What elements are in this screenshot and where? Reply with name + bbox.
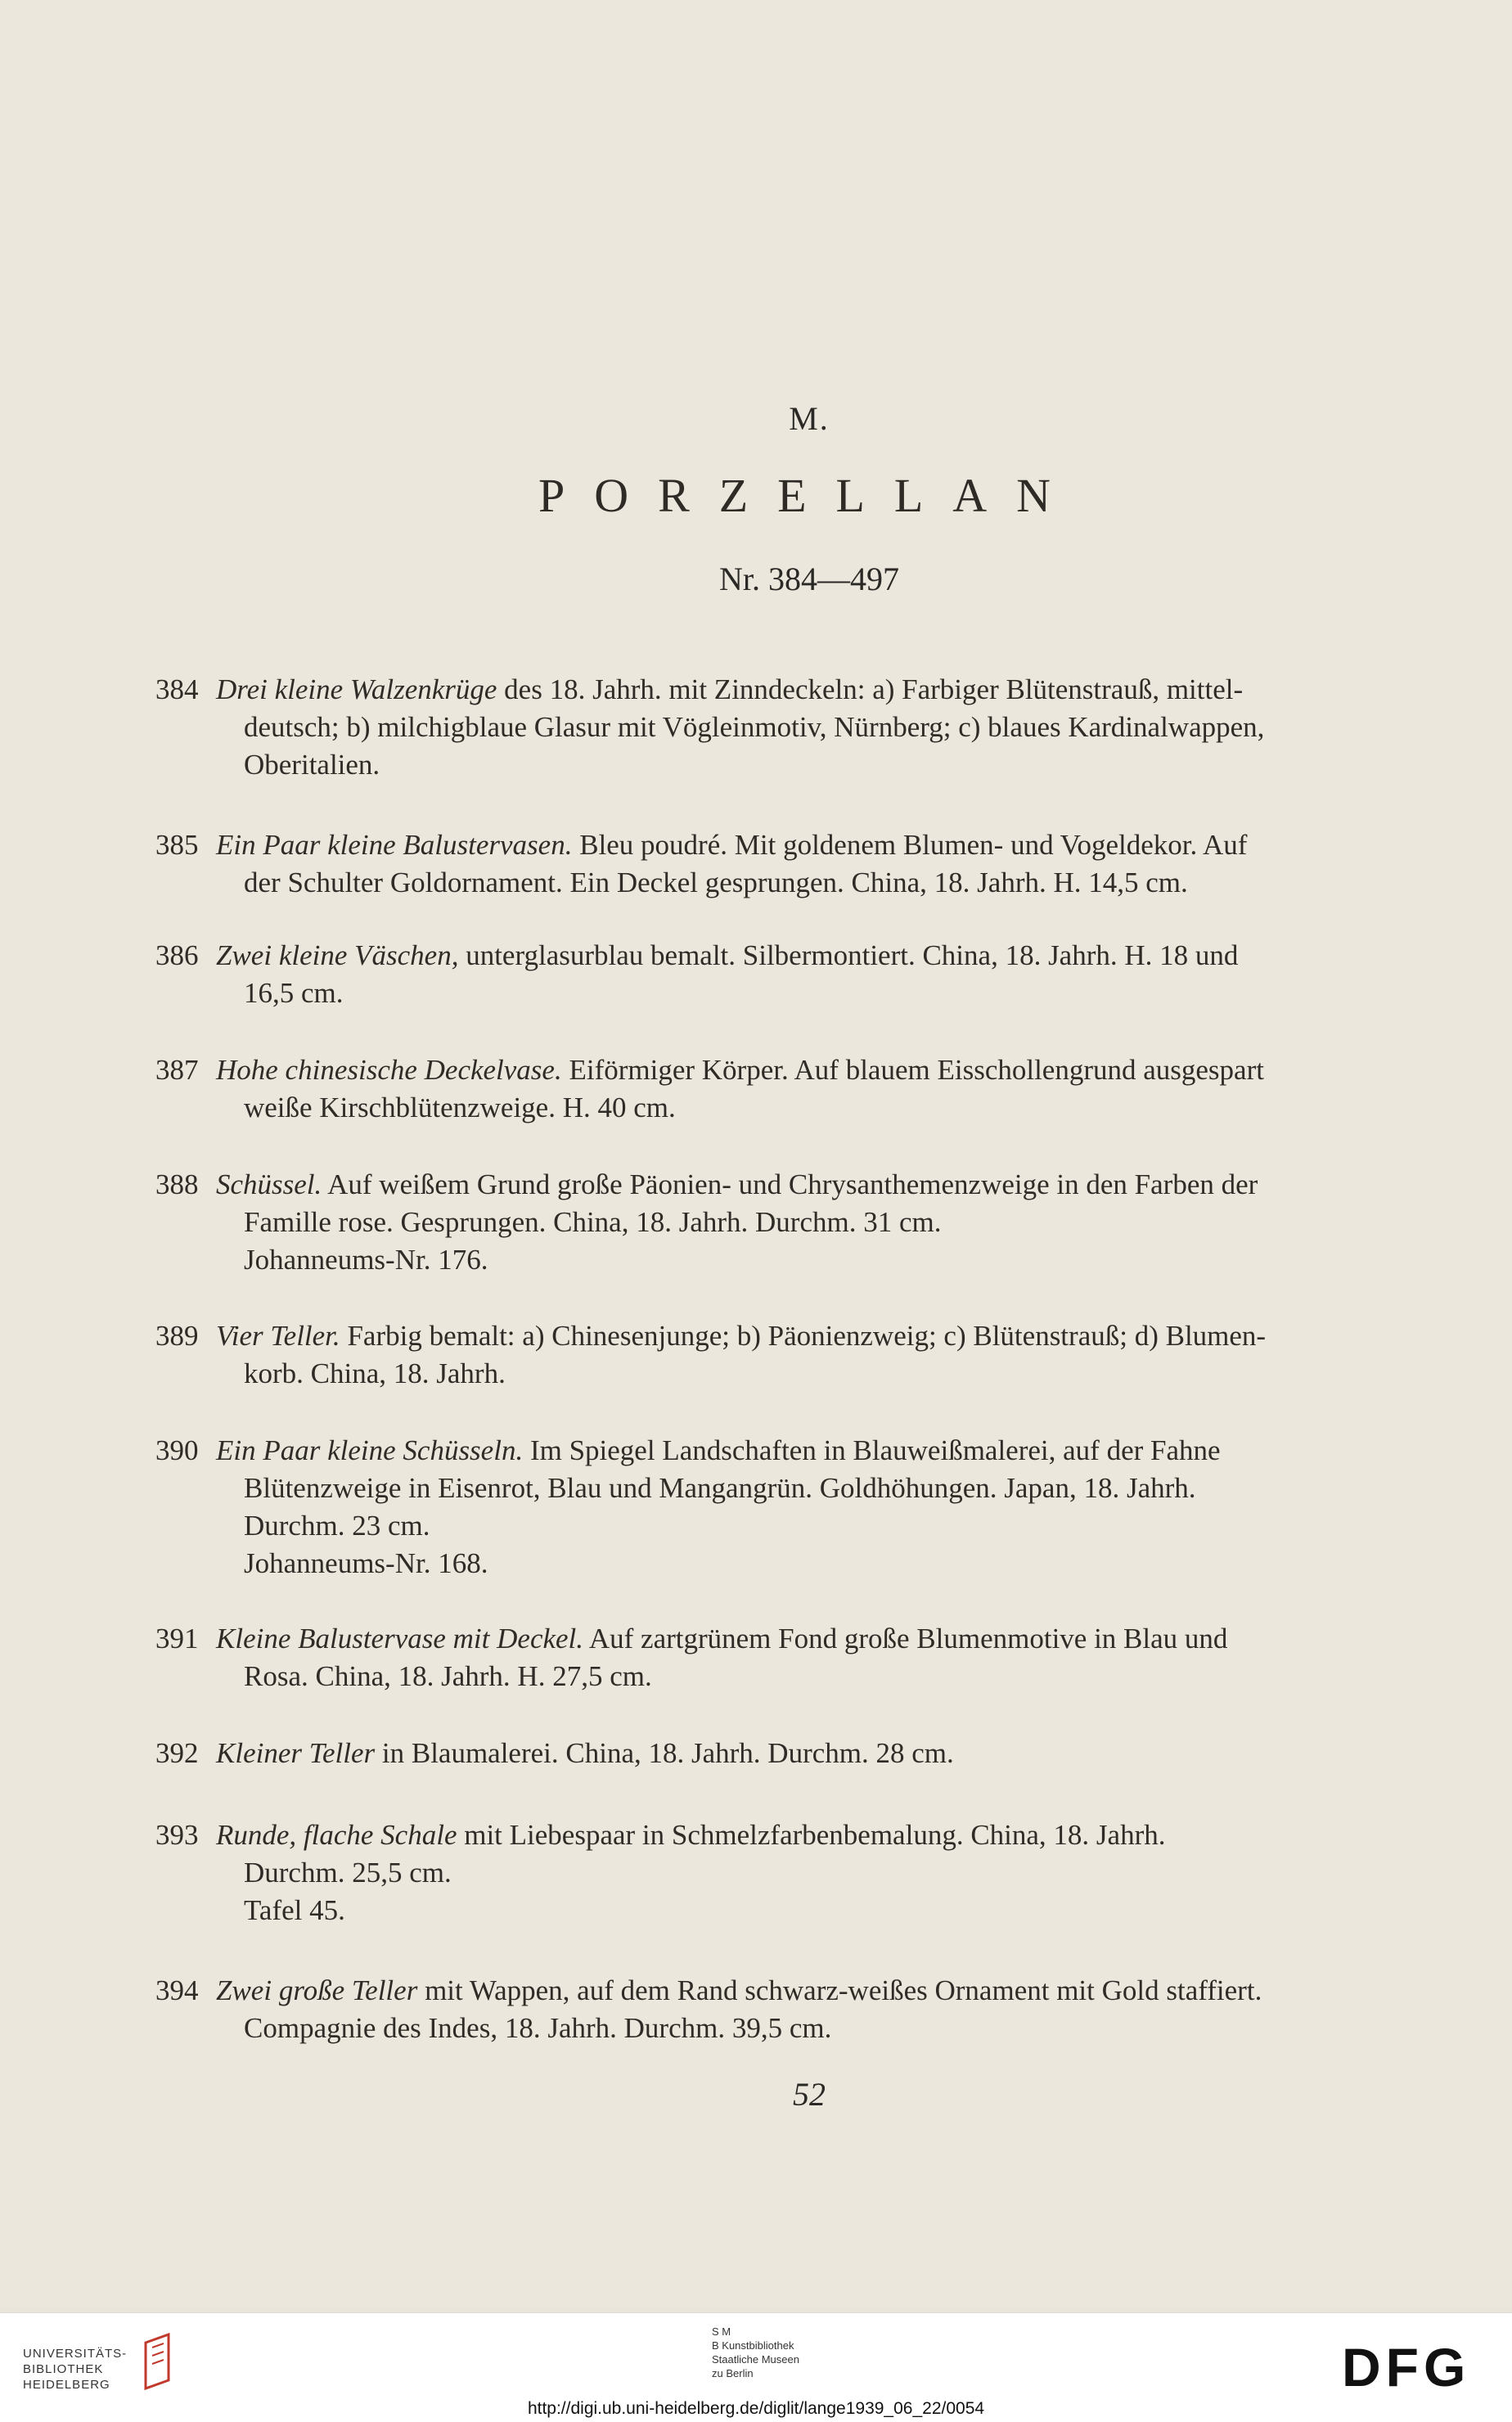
entry-description <box>216 1317 1399 1393</box>
entry-line <box>216 1735 1399 1772</box>
entry-number: 384 <box>155 673 199 705</box>
entry-text: Bleu poudré. Mit goldenem Blumen- und Vogeldekor. Auf <box>572 829 1248 861</box>
entry-number: 390 <box>155 1434 199 1466</box>
entry-text: Johanneums-Nr. 168. <box>244 1547 488 1579</box>
entry-line <box>216 1816 1399 1854</box>
smb-logo-line: S M <box>712 2325 731 2338</box>
entry-line <box>216 975 1399 1012</box>
entry-description <box>216 1972 1399 2047</box>
entry-text: Johanneums-Nr. 176. <box>244 1244 488 1276</box>
entry-text: in Blaumalerei. China, 18. Jahrh. Durchm. 28 cm. <box>375 1737 954 1769</box>
digitization-footer <box>0 2312 1512 2422</box>
entry-line <box>216 1089 1399 1127</box>
entry-title: Kleine Balustervase mit Deckel. <box>216 1623 584 1654</box>
catalog-entry <box>155 1735 1399 1772</box>
entry-line <box>216 1972 1399 2010</box>
page-number: 52 <box>793 2076 826 2113</box>
entry-text: Durchm. 25,5 cm. <box>244 1857 452 1889</box>
entry-description <box>216 937 1399 1012</box>
entry-description <box>216 1735 1399 1772</box>
catalog-entry <box>155 1432 1399 1582</box>
smb-logo-line: B Kunstbibliothek <box>712 2339 794 2352</box>
entry-text: Auf weißem Grund große Päonien- und Chrysanthemenzweige in den Farben der <box>322 1168 1258 1200</box>
entry-line <box>216 1658 1399 1695</box>
entry-text: deutsch; b) milchigblaue Glasur mit Vögleinmotiv, Nürnberg; c) blaues Kardinalwappen, <box>244 711 1265 743</box>
entry-line <box>216 746 1399 784</box>
catalog-entry <box>155 1051 1399 1127</box>
catalog-entry <box>155 937 1399 1012</box>
entry-line <box>216 1507 1399 1545</box>
entry-text: Im Spiegel Landschaften in Blauweißmalerei, auf der Fahne <box>523 1434 1221 1466</box>
entry-text: weiße Kirschblütenzweige. H. 40 cm. <box>244 1092 676 1123</box>
entry-line <box>216 1545 1399 1582</box>
entry-description <box>216 1816 1399 1929</box>
university-library-logo[interactable] <box>23 2346 127 2393</box>
entry-number: 389 <box>155 1320 199 1352</box>
smb-logo-line: zu Berlin <box>712 2367 754 2379</box>
entry-title: Zwei kleine Väschen, <box>216 939 459 971</box>
entry-description <box>216 1166 1399 1279</box>
entry-text: Durchm. 23 cm. <box>244 1510 430 1542</box>
entry-text: Rosa. China, 18. Jahrh. H. 27,5 cm. <box>244 1660 652 1692</box>
entry-number: 394 <box>155 1974 199 2006</box>
entry-text: mit Liebespaar in Schmelzfarbenbemalung. China, 18. Jahrh. <box>457 1819 1166 1851</box>
entry-text: korb. China, 18. Jahrh. <box>244 1357 506 1389</box>
smb-logo[interactable] <box>712 2325 799 2380</box>
university-logo-line: HEIDELBERG <box>23 2378 110 2392</box>
entry-text: des 18. Jahrh. mit Zinndeckeln: a) Farbiger Blütenstrauß, mittel- <box>497 673 1244 705</box>
entry-line <box>216 1166 1399 1204</box>
catalog-entry <box>155 1166 1399 1279</box>
entry-title: Zwei große Teller <box>216 1974 418 2006</box>
entry-line <box>216 709 1399 746</box>
entry-title: Hohe chinesische Deckelvase. <box>216 1054 562 1086</box>
entry-line <box>216 1317 1399 1355</box>
entry-number: 393 <box>155 1819 199 1851</box>
entry-number: 392 <box>155 1737 199 1769</box>
entry-title: Vier Teller. <box>216 1320 340 1352</box>
entry-text: der Schulter Goldornament. Ein Deckel gesprungen. China, 18. Jahrh. H. 14,5 cm. <box>244 867 1188 898</box>
catalog-entry <box>155 671 1399 784</box>
entry-title: Drei kleine Walzenkrüge <box>216 673 497 705</box>
catalog-entry <box>155 826 1399 902</box>
catalog-entry <box>155 1816 1399 1929</box>
entry-description <box>216 671 1399 784</box>
entry-number: 391 <box>155 1623 199 1654</box>
entry-title: Ein Paar kleine Balustervasen. <box>216 829 573 861</box>
entry-line <box>216 671 1399 709</box>
entry-line <box>216 1470 1399 1507</box>
smb-logo-line: Staatliche Museen <box>712 2353 799 2366</box>
catalog-entry <box>155 1317 1399 1393</box>
section-letter: M. <box>789 400 830 437</box>
number-range: Nr. 384—497 <box>719 560 899 597</box>
entry-text: Tafel 45. <box>244 1894 345 1926</box>
university-emblem-icon <box>139 2331 182 2390</box>
university-logo-line: BIBLIOTHEK <box>23 2362 104 2376</box>
entry-number: 385 <box>155 829 199 861</box>
university-logo-line: UNIVERSITÄTS- <box>23 2347 128 2361</box>
entry-number: 386 <box>155 939 199 971</box>
entry-text: Farbig bemalt: a) Chinesenjunge; b) Päonienzweig; c) Blütenstrauß; d) Blumen- <box>340 1320 1267 1352</box>
catalog-entry <box>155 1972 1399 2047</box>
entry-text: Auf zartgrünem Fond große Blumenmotive in Blau und <box>583 1623 1228 1654</box>
entry-description <box>216 1051 1399 1127</box>
entry-number: 387 <box>155 1054 199 1086</box>
entry-line <box>216 1051 1399 1089</box>
entry-text: Famille rose. Gesprungen. China, 18. Jahrh. Durchm. 31 cm. <box>244 1206 942 1238</box>
entry-text: Oberitalien. <box>244 749 380 781</box>
section-title: PORZELLAN <box>538 469 1080 522</box>
catalog-entry <box>155 1620 1399 1695</box>
entry-line <box>216 937 1399 975</box>
entry-text: Compagnie des Indes, 18. Jahrh. Durchm. 39,5 cm. <box>244 2012 832 2044</box>
entry-line <box>216 1241 1399 1279</box>
entry-line <box>216 1854 1399 1892</box>
entry-line <box>216 1204 1399 1241</box>
entry-line <box>216 864 1399 902</box>
entry-text: unterglasurblau bemalt. Silbermontiert. China, 18. Jahrh. H. 18 und <box>458 939 1239 971</box>
entry-title: Runde, flache Schale <box>216 1819 457 1851</box>
entry-description <box>216 1620 1399 1695</box>
entry-line <box>216 2010 1399 2047</box>
dfg-logo[interactable]: DFG <box>1342 2337 1471 2397</box>
entry-line <box>216 1892 1399 1929</box>
entry-title: Kleiner Teller <box>216 1737 376 1769</box>
permalink-url[interactable]: http://digi.ub.uni-heidelberg.de/diglit/lange1939_06_22/0054 <box>527 2399 985 2418</box>
entry-title: Ein Paar kleine Schüsseln. <box>216 1434 524 1466</box>
entry-title: Schüssel. <box>216 1168 322 1200</box>
entry-description <box>216 826 1399 902</box>
entry-text: Blütenzweige in Eisenrot, Blau und Mangangrün. Goldhöhungen. Japan, 18. Jahrh. <box>244 1472 1196 1504</box>
entry-text: mit Wappen, auf dem Rand schwarz-weißes Ornament mit Gold staffiert. <box>417 1974 1262 2006</box>
entry-number: 388 <box>155 1168 199 1200</box>
entry-line <box>216 826 1399 864</box>
entry-line <box>216 1355 1399 1393</box>
entry-text: Eiförmiger Körper. Auf blauem Eisschollengrund ausgespart <box>561 1054 1264 1086</box>
entry-text: 16,5 cm. <box>244 977 344 1009</box>
entry-line <box>216 1620 1399 1658</box>
entry-description <box>216 1432 1399 1582</box>
entry-line <box>216 1432 1399 1470</box>
